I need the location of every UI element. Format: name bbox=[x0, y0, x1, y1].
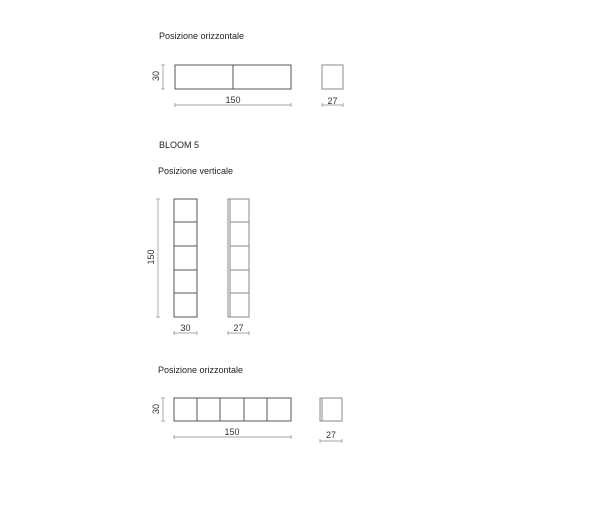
side-view-vertical bbox=[228, 199, 249, 317]
section2-heading: Posizione verticale bbox=[158, 166, 234, 176]
section3-depth-label: 27 bbox=[325, 430, 336, 440]
section1-depth-label: 27 bbox=[327, 96, 338, 106]
section1-heading: Posizione orizzontale bbox=[159, 31, 245, 41]
section1-height-label: 30 bbox=[151, 71, 161, 82]
section2-width-label: 30 bbox=[180, 323, 191, 333]
section2-height-label: 150 bbox=[146, 249, 156, 265]
model-name: BLOOM 5 bbox=[159, 140, 200, 150]
side-view bbox=[322, 65, 343, 89]
section3-height-label: 30 bbox=[151, 404, 161, 415]
section3-width-label: 150 bbox=[224, 427, 240, 437]
section3-heading: Posizione orizzontale bbox=[158, 365, 244, 375]
front-view-5-modules-vertical bbox=[174, 199, 197, 317]
side-view bbox=[320, 398, 342, 421]
front-view-5-modules-horizontal bbox=[174, 398, 291, 421]
section2-depth-label: 27 bbox=[233, 323, 244, 333]
section1-width-label: 150 bbox=[225, 95, 241, 105]
